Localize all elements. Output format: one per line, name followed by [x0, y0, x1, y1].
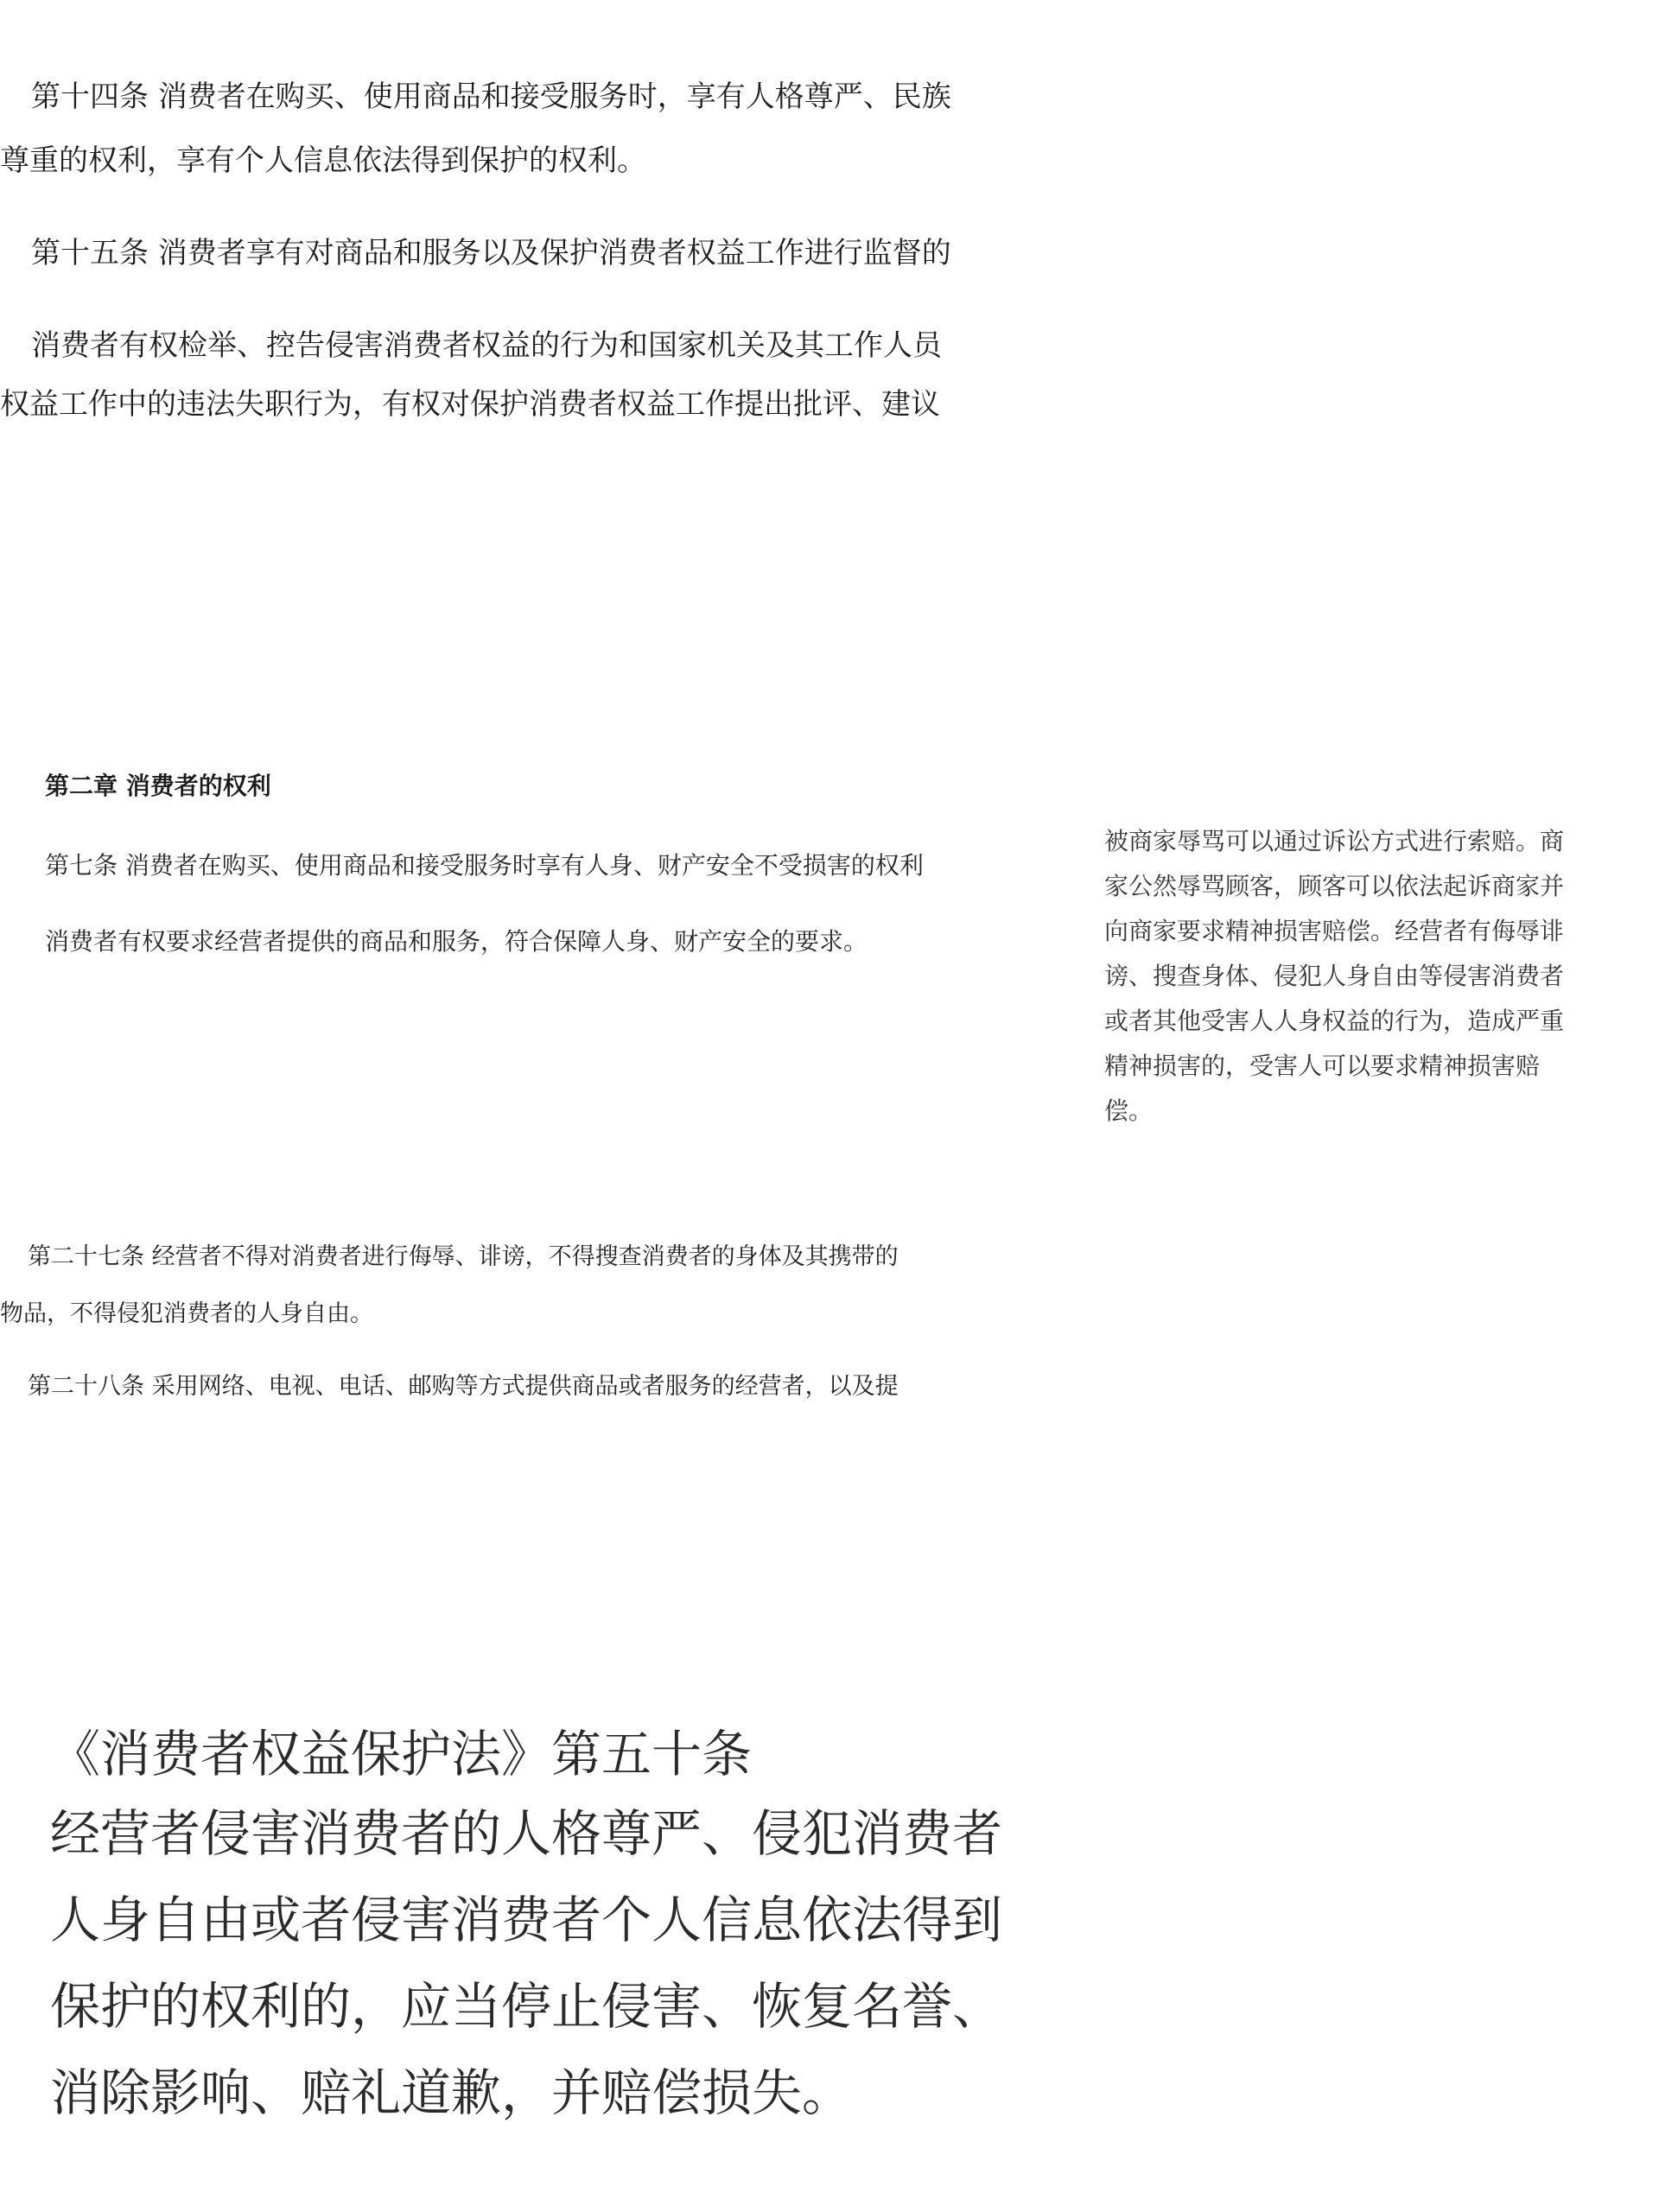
law-excerpt-articles-14-15: [0, 52, 1050, 432]
side-note-line: 向商家要求精神损害赔偿。经营者有侮辱诽: [1104, 917, 1565, 945]
article-14-line-2: 尊重的权利，享有个人信息依法得到保护的权利。: [0, 143, 646, 178]
chapter-heading: 第二章 消费者的权利: [45, 772, 271, 800]
side-note-line: 家公然辱骂顾客，顾客可以依法起诉商家并: [1104, 872, 1565, 900]
article-28-line-1: 第二十八条 采用网络、电视、电话、邮购等方式提供商品或者服务的经营者，以及提: [28, 1373, 899, 1400]
law-excerpt-article-50: [0, 1707, 1050, 2156]
side-note-line: 或者其他受害人人身权益的行为，造成严重: [1104, 1007, 1565, 1035]
article-50-line-2: 人身自由或者侵害消费者个人信息依法得到: [50, 1891, 1003, 1949]
article-50-line-4: 消除影响、赔礼道歉，并赔偿损失。: [50, 2063, 853, 2122]
article-27-line-2: 物品，不得侵犯消费者的人身自由。: [0, 1300, 373, 1327]
article-7-line-2: 消费者有权要求经营者提供的商品和服务，符合保障人身、财产安全的要求。: [45, 927, 868, 956]
article-27-line-1: 第二十七条 经营者不得对消费者进行侮辱、诽谤，不得搜查消费者的身体及其携带的: [28, 1243, 899, 1270]
article-14-line-1: 第十四条 消费者在购买、使用商品和接受服务时，享有人格尊严、民族: [31, 79, 951, 114]
article-50-line-3: 保护的权利的，应当停止侵害、恢复名誉、: [50, 1977, 1003, 2036]
article-7-line-1: 第七条 消费者在购买、使用商品和接受服务时享有人身、财产安全不受损害的权利: [45, 851, 924, 880]
article-15-line-1: 第十五条 消费者享有对商品和服务以及保护消费者权益工作进行监督的: [31, 236, 951, 270]
side-note-line: 谤、搜查身体、侵犯人身自由等侵害消费者: [1104, 962, 1565, 990]
law-excerpt-chapter-2: [0, 760, 1050, 968]
side-note-line: 精神损害的，受害人可以要求精神损害赔: [1104, 1052, 1541, 1080]
article-15-para2-line-1: 消费者有权检举、控告侵害消费者权益的行为和国家机关及其工作人员: [31, 328, 942, 363]
article-50-title: 《消费者权益保护法》第五十条: [50, 1725, 753, 1783]
article-15-para2-line-2: 权益工作中的违法失职行为，有权对保护消费者权益工作提出批评、建议: [0, 387, 940, 422]
side-note-line: 偿。: [1104, 1096, 1154, 1125]
side-note-line: 被商家辱骂可以通过诉讼方式进行索赔。商: [1104, 827, 1565, 855]
law-excerpt-articles-27-28: [0, 1236, 1028, 1408]
article-50-line-1: 经营者侵害消费者的人格尊严、侵犯消费者: [50, 1804, 1003, 1863]
